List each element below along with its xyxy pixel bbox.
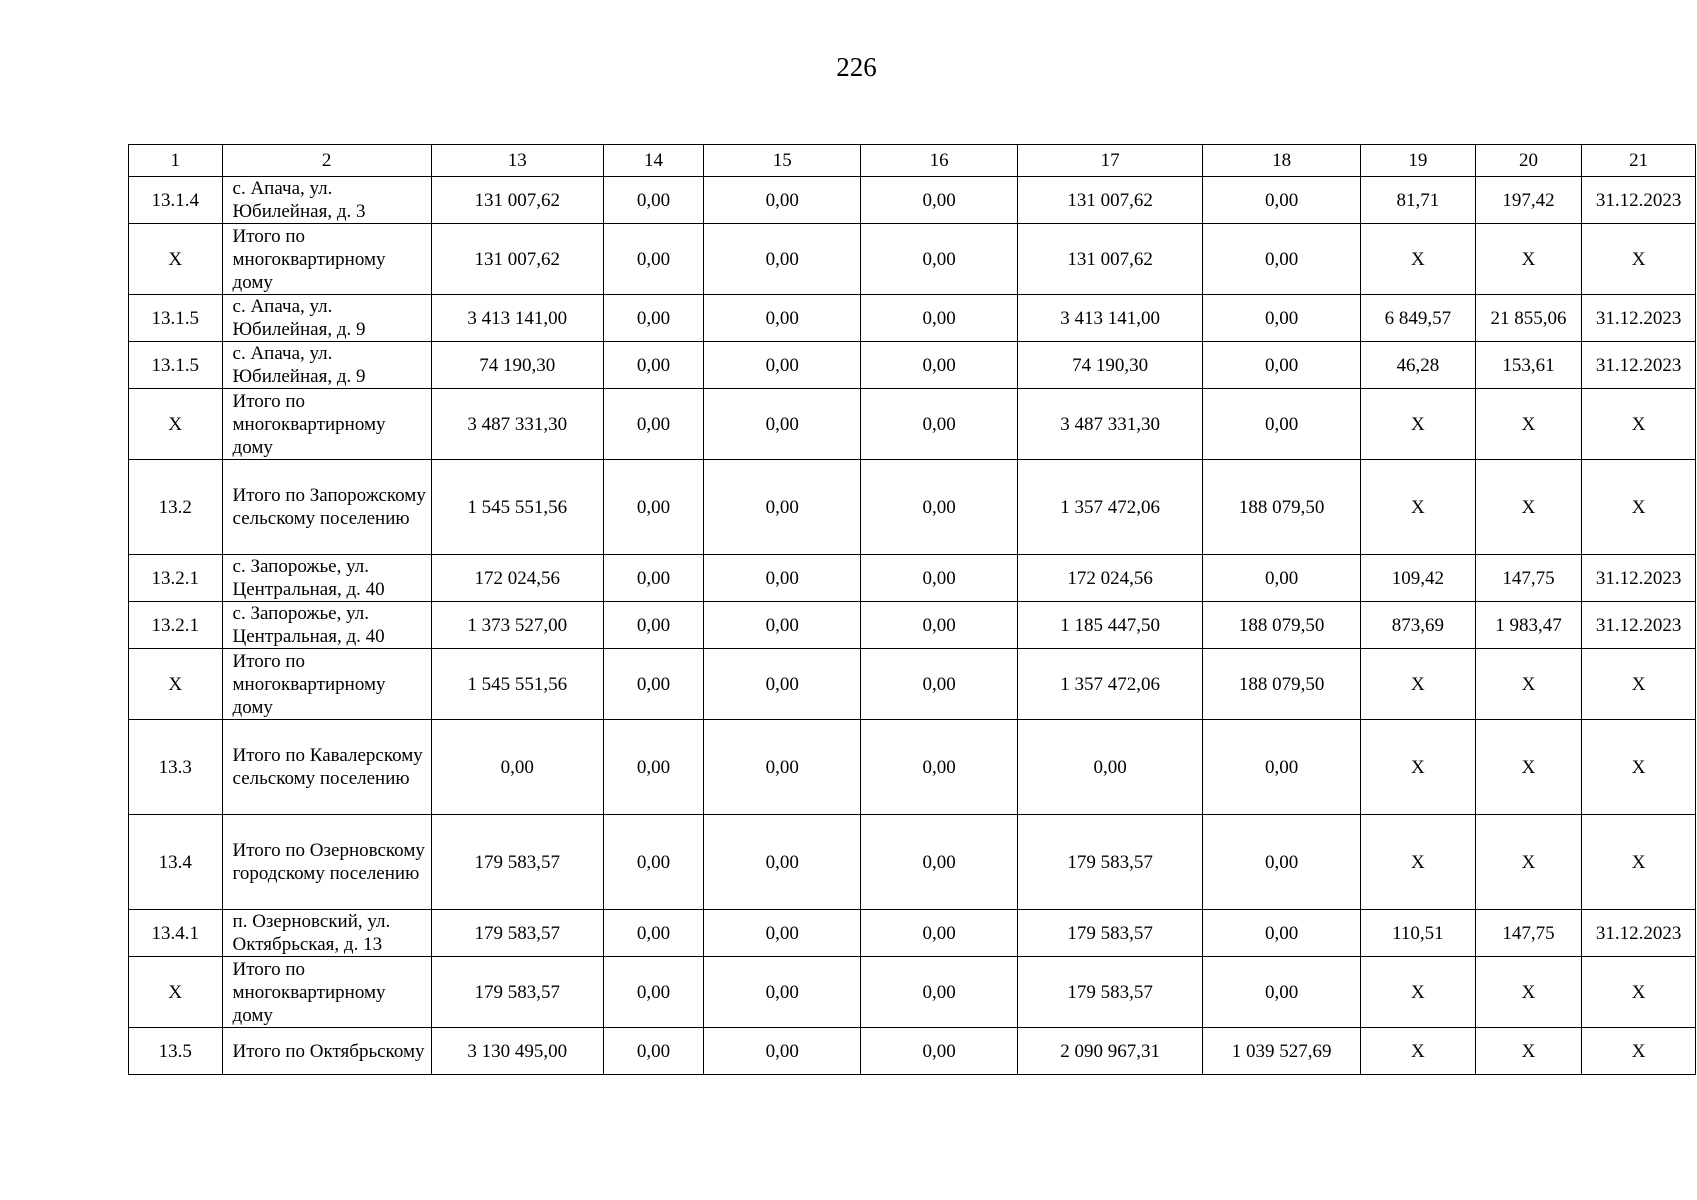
row-number-cell: 13.1.5 (129, 295, 223, 342)
col-14-cell: 0,00 (603, 1028, 704, 1075)
col-13-cell: 0,00 (431, 720, 603, 815)
row-number-cell: Х (129, 957, 223, 1028)
col-17-cell: 2 090 967,31 (1018, 1028, 1203, 1075)
col-19-cell: Х (1361, 649, 1476, 720)
col-16-cell: 0,00 (861, 815, 1018, 910)
table-row (129, 342, 1696, 389)
row-number-cell: 13.5 (129, 1028, 223, 1075)
col-14-cell: 0,00 (603, 815, 704, 910)
col-19-cell: Х (1361, 720, 1476, 815)
row-number-cell: Х (129, 649, 223, 720)
col-16-cell: 0,00 (861, 389, 1018, 460)
col-20-cell: Х (1475, 957, 1582, 1028)
column-header: 20 (1475, 145, 1582, 177)
col-21-cell: Х (1582, 389, 1696, 460)
row-number-cell: 13.4 (129, 815, 223, 910)
row-number-cell: 13.1.4 (129, 177, 223, 224)
col-13-cell: 179 583,57 (431, 815, 603, 910)
col-18-cell: 0,00 (1203, 815, 1361, 910)
col-17-cell: 3 413 141,00 (1018, 295, 1203, 342)
row-number-cell: 13.2 (129, 460, 223, 555)
col-16-cell: 0,00 (861, 295, 1018, 342)
col-17-cell: 179 583,57 (1018, 910, 1203, 957)
col-20-cell: Х (1475, 1028, 1582, 1075)
row-number-cell: Х (129, 389, 223, 460)
col-14-cell: 0,00 (603, 720, 704, 815)
col-19-cell: 109,42 (1361, 555, 1476, 602)
row-number-cell: 13.2.1 (129, 555, 223, 602)
col-20-cell: 197,42 (1475, 177, 1582, 224)
row-number-cell: 13.2.1 (129, 602, 223, 649)
col-19-cell: Х (1361, 957, 1476, 1028)
column-header: 14 (603, 145, 704, 177)
col-14-cell: 0,00 (603, 389, 704, 460)
col-14-cell: 0,00 (603, 910, 704, 957)
col-15-cell: 0,00 (704, 1028, 861, 1075)
column-header: 15 (704, 145, 861, 177)
col-13-cell: 172 024,56 (431, 555, 603, 602)
column-header: 18 (1203, 145, 1361, 177)
col-21-cell: Х (1582, 720, 1696, 815)
col-19-cell: Х (1361, 389, 1476, 460)
col-19-cell: 873,69 (1361, 602, 1476, 649)
col-21-cell: 31.12.2023 (1582, 602, 1696, 649)
col-15-cell: 0,00 (704, 389, 861, 460)
table-row (129, 649, 1696, 720)
column-header: 16 (861, 145, 1018, 177)
col-21-cell: Х (1582, 649, 1696, 720)
col-16-cell: 0,00 (861, 460, 1018, 555)
col-15-cell: 0,00 (704, 602, 861, 649)
col-13-cell: 131 007,62 (431, 177, 603, 224)
col-17-cell: 74 190,30 (1018, 342, 1203, 389)
address-cell: Итого по многоквартирному дому (222, 389, 431, 460)
address-cell: с. Апача, ул. Юбилейная, д. 9 (222, 342, 431, 389)
col-17-cell: 3 487 331,30 (1018, 389, 1203, 460)
col-18-cell: 188 079,50 (1203, 649, 1361, 720)
col-17-cell: 179 583,57 (1018, 815, 1203, 910)
col-15-cell: 0,00 (704, 720, 861, 815)
col-20-cell: Х (1475, 389, 1582, 460)
column-header: 19 (1361, 145, 1476, 177)
col-13-cell: 179 583,57 (431, 910, 603, 957)
col-20-cell: 1 983,47 (1475, 602, 1582, 649)
col-20-cell: 21 855,06 (1475, 295, 1582, 342)
col-18-cell: 188 079,50 (1203, 460, 1361, 555)
col-18-cell: 0,00 (1203, 224, 1361, 295)
col-17-cell: 1 185 447,50 (1018, 602, 1203, 649)
col-20-cell: 153,61 (1475, 342, 1582, 389)
col-15-cell: 0,00 (704, 555, 861, 602)
col-16-cell: 0,00 (861, 1028, 1018, 1075)
col-21-cell: 31.12.2023 (1582, 295, 1696, 342)
address-cell: Итого по Кавалерскому сельскому поселению (222, 720, 431, 815)
col-16-cell: 0,00 (861, 224, 1018, 295)
col-18-cell: 0,00 (1203, 342, 1361, 389)
column-header: 2 (222, 145, 431, 177)
col-21-cell: Х (1582, 1028, 1696, 1075)
address-cell: п. Озерновский, ул. Октябрьская, д. 13 (222, 910, 431, 957)
address-cell: Итого по многоквартирному дому (222, 649, 431, 720)
col-16-cell: 0,00 (861, 720, 1018, 815)
col-18-cell: 0,00 (1203, 555, 1361, 602)
table-header-row (129, 145, 1696, 177)
col-16-cell: 0,00 (861, 555, 1018, 602)
col-15-cell: 0,00 (704, 815, 861, 910)
col-14-cell: 0,00 (603, 295, 704, 342)
col-20-cell: Х (1475, 815, 1582, 910)
table-row (129, 555, 1696, 602)
address-cell: Итого по Запорожскому сельскому поселению (222, 460, 431, 555)
table-row (129, 295, 1696, 342)
col-17-cell: 1 357 472,06 (1018, 649, 1203, 720)
col-13-cell: 3 130 495,00 (431, 1028, 603, 1075)
col-19-cell: 110,51 (1361, 910, 1476, 957)
col-19-cell: Х (1361, 224, 1476, 295)
col-14-cell: 0,00 (603, 224, 704, 295)
table-row (129, 389, 1696, 460)
col-16-cell: 0,00 (861, 957, 1018, 1028)
col-21-cell: 31.12.2023 (1582, 910, 1696, 957)
col-18-cell: 0,00 (1203, 957, 1361, 1028)
col-20-cell: Х (1475, 720, 1582, 815)
page-number: 226 (836, 52, 877, 82)
col-18-cell: 0,00 (1203, 295, 1361, 342)
table-row (129, 910, 1696, 957)
table-row (129, 815, 1696, 910)
col-17-cell: 131 007,62 (1018, 224, 1203, 295)
col-20-cell: Х (1475, 460, 1582, 555)
col-20-cell: Х (1475, 224, 1582, 295)
col-15-cell: 0,00 (704, 649, 861, 720)
col-14-cell: 0,00 (603, 602, 704, 649)
table-row (129, 460, 1696, 555)
col-14-cell: 0,00 (603, 957, 704, 1028)
col-19-cell: Х (1361, 460, 1476, 555)
col-15-cell: 0,00 (704, 342, 861, 389)
table-row (129, 602, 1696, 649)
row-number-cell: 13.3 (129, 720, 223, 815)
col-18-cell: 0,00 (1203, 177, 1361, 224)
data-table (128, 144, 1696, 1075)
col-13-cell: 1 545 551,56 (431, 460, 603, 555)
col-14-cell: 0,00 (603, 177, 704, 224)
col-13-cell: 1 545 551,56 (431, 649, 603, 720)
row-number-cell: Х (129, 224, 223, 295)
col-19-cell: 6 849,57 (1361, 295, 1476, 342)
column-header: 21 (1582, 145, 1696, 177)
col-21-cell: Х (1582, 957, 1696, 1028)
col-16-cell: 0,00 (861, 602, 1018, 649)
col-13-cell: 74 190,30 (431, 342, 603, 389)
col-19-cell: Х (1361, 1028, 1476, 1075)
col-21-cell: Х (1582, 815, 1696, 910)
address-cell: с. Запорожье, ул. Центральная, д. 40 (222, 602, 431, 649)
address-cell: Итого по Октябрьскому (222, 1028, 431, 1075)
col-21-cell: 31.12.2023 (1582, 555, 1696, 602)
col-18-cell: 0,00 (1203, 720, 1361, 815)
col-18-cell: 188 079,50 (1203, 602, 1361, 649)
col-13-cell: 179 583,57 (431, 957, 603, 1028)
col-18-cell: 0,00 (1203, 389, 1361, 460)
col-15-cell: 0,00 (704, 177, 861, 224)
col-13-cell: 131 007,62 (431, 224, 603, 295)
col-15-cell: 0,00 (704, 910, 861, 957)
table-row (129, 177, 1696, 224)
col-13-cell: 1 373 527,00 (431, 602, 603, 649)
col-14-cell: 0,00 (603, 342, 704, 389)
col-13-cell: 3 413 141,00 (431, 295, 603, 342)
address-cell: Итого по Озерновскому городскому поселению (222, 815, 431, 910)
col-21-cell: Х (1582, 460, 1696, 555)
col-17-cell: 1 357 472,06 (1018, 460, 1203, 555)
address-cell: с. Апача, ул. Юбилейная, д. 9 (222, 295, 431, 342)
row-number-cell: 13.4.1 (129, 910, 223, 957)
col-20-cell: 147,75 (1475, 555, 1582, 602)
col-16-cell: 0,00 (861, 649, 1018, 720)
col-19-cell: 81,71 (1361, 177, 1476, 224)
col-14-cell: 0,00 (603, 555, 704, 602)
col-20-cell: 147,75 (1475, 910, 1582, 957)
col-15-cell: 0,00 (704, 224, 861, 295)
column-header: 1 (129, 145, 223, 177)
col-20-cell: Х (1475, 649, 1582, 720)
col-18-cell: 1 039 527,69 (1203, 1028, 1361, 1075)
table-row (129, 1028, 1696, 1075)
col-21-cell: 31.12.2023 (1582, 177, 1696, 224)
col-17-cell: 131 007,62 (1018, 177, 1203, 224)
col-16-cell: 0,00 (861, 177, 1018, 224)
column-header: 13 (431, 145, 603, 177)
col-17-cell: 172 024,56 (1018, 555, 1203, 602)
col-21-cell: Х (1582, 224, 1696, 295)
col-13-cell: 3 487 331,30 (431, 389, 603, 460)
col-16-cell: 0,00 (861, 910, 1018, 957)
col-15-cell: 0,00 (704, 460, 861, 555)
col-15-cell: 0,00 (704, 957, 861, 1028)
row-number-cell: 13.1.5 (129, 342, 223, 389)
col-19-cell: 46,28 (1361, 342, 1476, 389)
col-16-cell: 0,00 (861, 342, 1018, 389)
address-cell: с. Апача, ул. Юбилейная, д. 3 (222, 177, 431, 224)
address-cell: Итого по многоквартирному дому (222, 224, 431, 295)
col-14-cell: 0,00 (603, 649, 704, 720)
col-21-cell: 31.12.2023 (1582, 342, 1696, 389)
col-17-cell: 179 583,57 (1018, 957, 1203, 1028)
column-header: 17 (1018, 145, 1203, 177)
table-row (129, 957, 1696, 1028)
table-row (129, 224, 1696, 295)
col-15-cell: 0,00 (704, 295, 861, 342)
col-17-cell: 0,00 (1018, 720, 1203, 815)
col-19-cell: Х (1361, 815, 1476, 910)
address-cell: с. Запорожье, ул. Центральная, д. 40 (222, 555, 431, 602)
col-18-cell: 0,00 (1203, 910, 1361, 957)
col-14-cell: 0,00 (603, 460, 704, 555)
table-row (129, 720, 1696, 815)
address-cell: Итого по многоквартирному дому (222, 957, 431, 1028)
